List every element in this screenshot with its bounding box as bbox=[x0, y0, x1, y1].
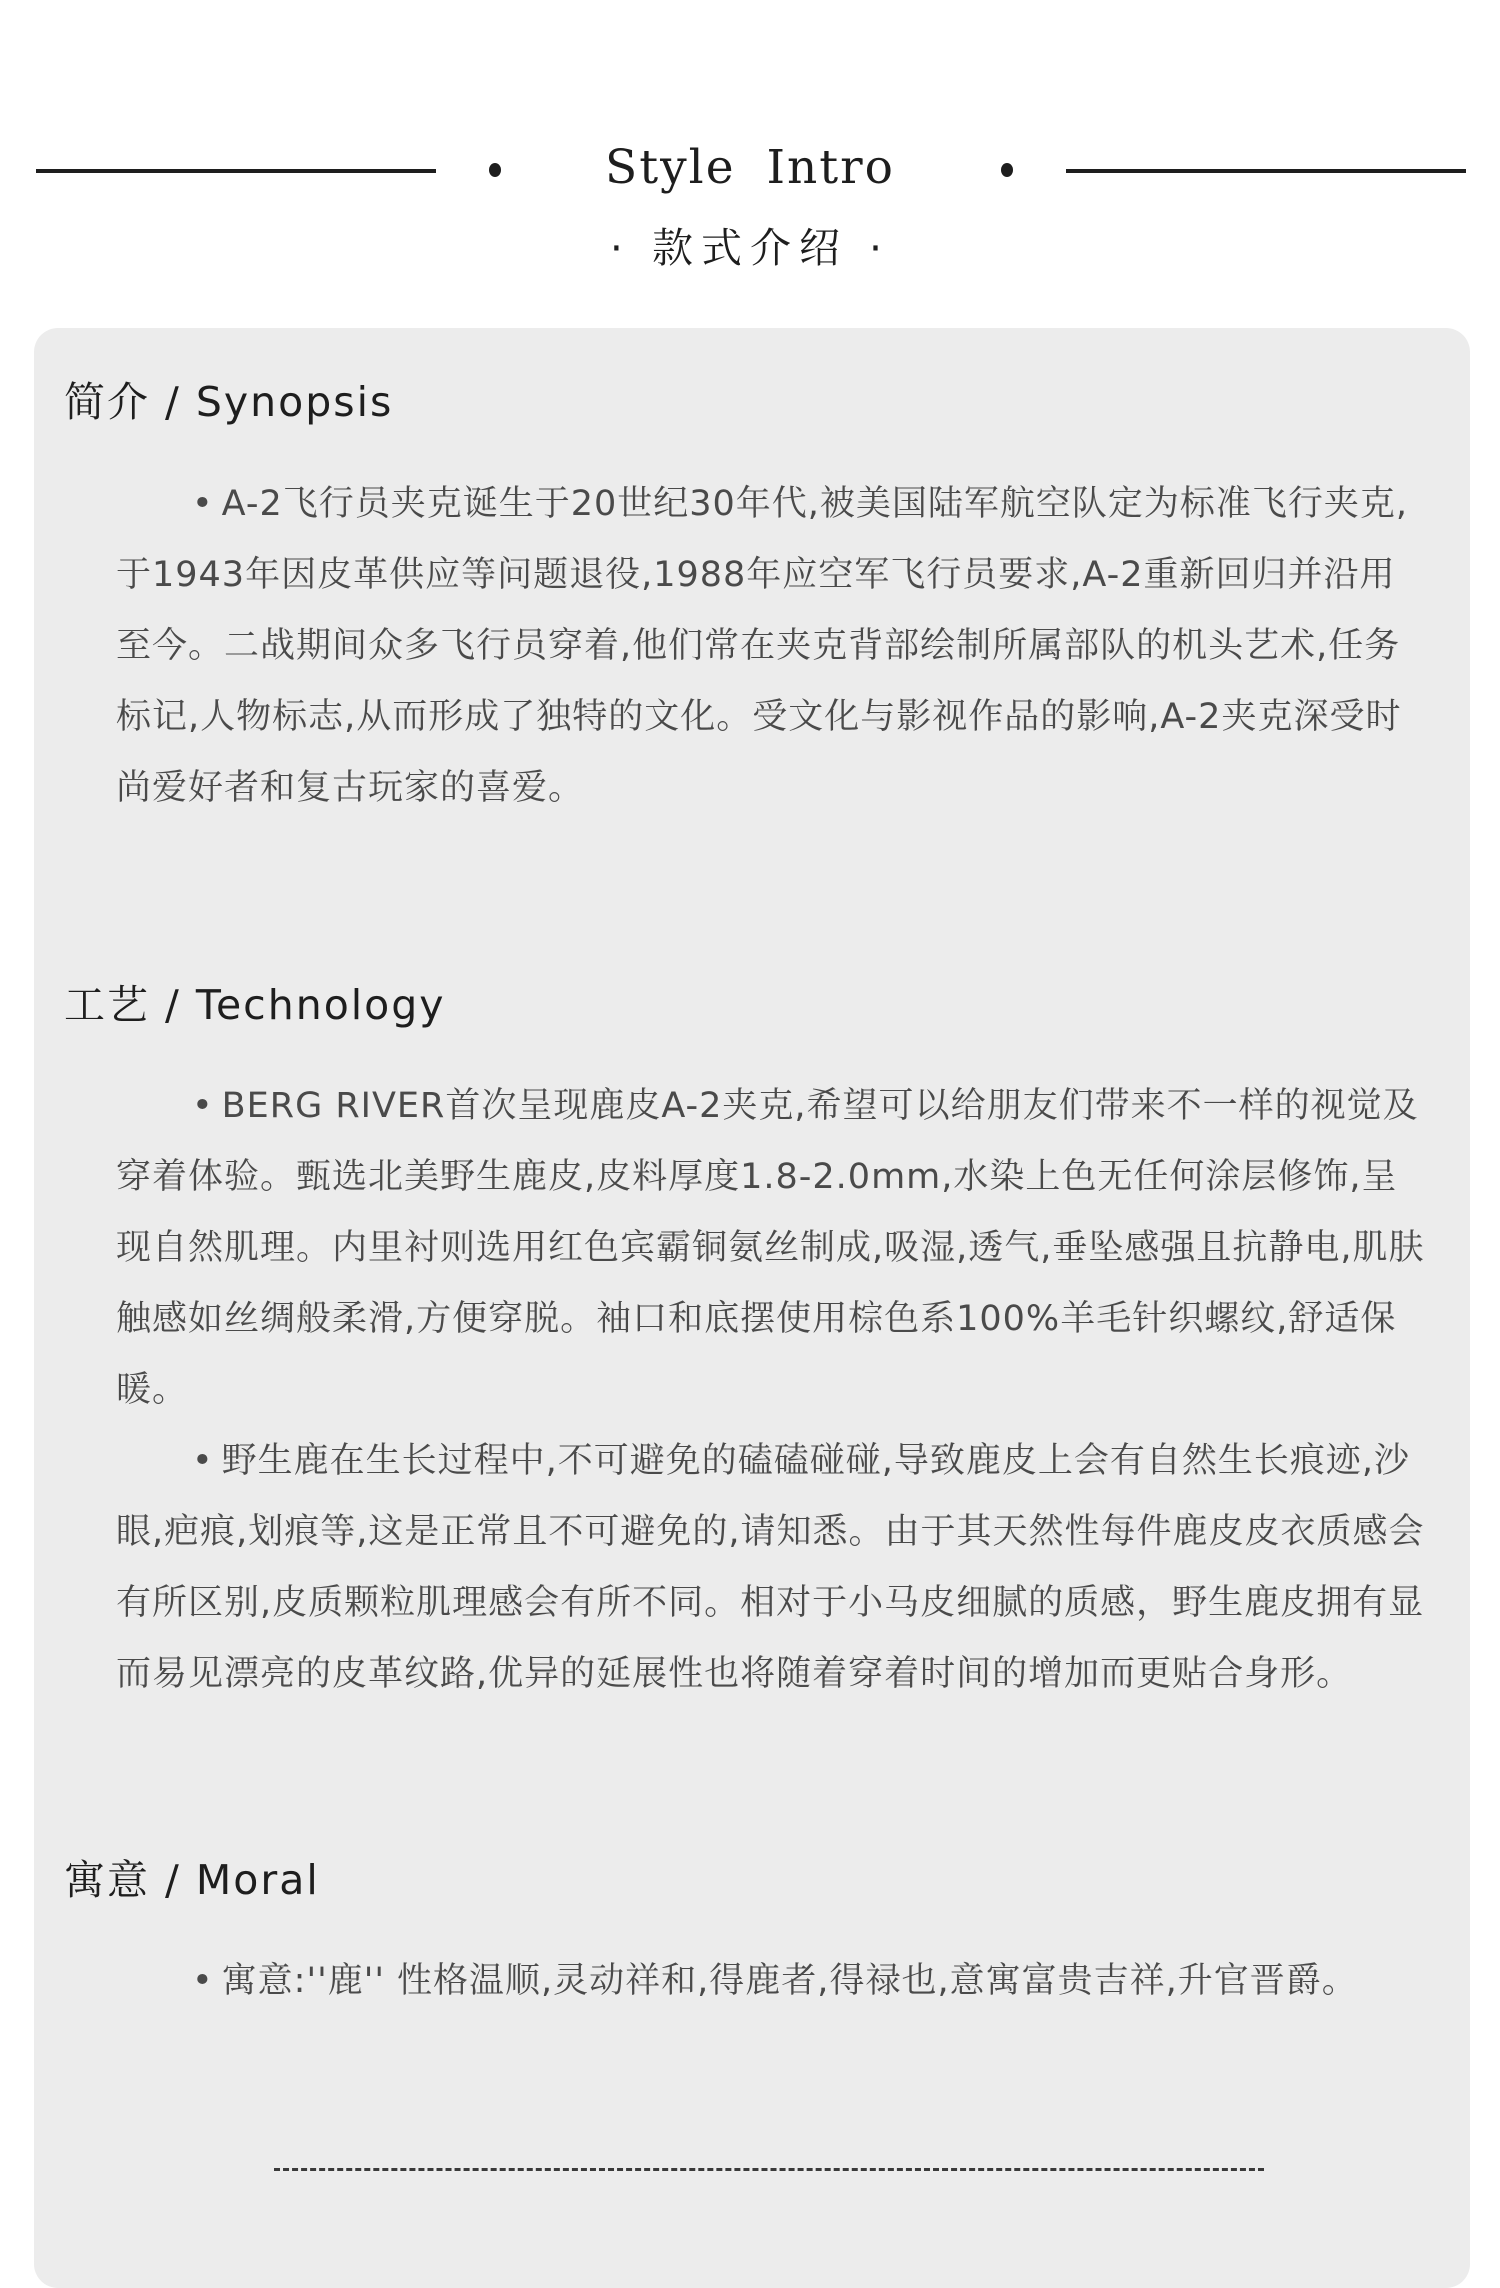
moral-paragraph bbox=[116, 1946, 1426, 2017]
technology-paragraph-2 bbox=[116, 1426, 1426, 1710]
bullet-icon: • bbox=[192, 1086, 214, 1126]
bullet-icon: • bbox=[192, 484, 214, 524]
bullet-icon: • bbox=[192, 1961, 214, 2001]
moral-text: 寓意:''鹿'' 性格温顺,灵动祥和,得鹿者,得禄也,意寓富贵吉祥,升官晋爵。 bbox=[221, 1961, 1358, 2001]
header-rule-right bbox=[1066, 169, 1466, 173]
technology-text-1: BERG RIVER首次呈现鹿皮A-2夹克,希望可以给朋友们带来不一样的视觉及穿着体验。甄选北美野生鹿皮,皮料厚度1.8-2.0mm,水染上色无任何涂层修饰,呈现自然肌理。内里衬则选用红色宾霸铜氨丝制成,吸湿,透气,垂坠感强且抗静电,肌肤触感如丝绸般柔滑,方便穿脱。袖口和底摆使用棕色系100%羊毛针织螺纹,舒适保暖。 bbox=[116, 1086, 1425, 1410]
synopsis-paragraph bbox=[116, 469, 1426, 824]
style-intro-card bbox=[34, 328, 1470, 2288]
header-rule-left bbox=[36, 169, 436, 173]
synopsis-text: A-2飞行员夹克诞生于20世纪30年代,被美国陆军航空队定为标准飞行夹克,于1943年因皮革供应等问题退役,1988年应空军飞行员要求,A-2重新回归并沿用至今。二战期间众多飞行员穿着,他们常在夹克背部绘制所属部队的机头艺术,任务标记,人物标志,从而形成了独特的文化。受文化与影视作品的影响,A-2夹克深受时尚爱好者和复古玩家的喜爱。 bbox=[116, 484, 1409, 808]
bullet-icon: • bbox=[192, 1441, 214, 1481]
technology-text-2: 野生鹿在生长过程中,不可避免的磕磕碰碰,导致鹿皮上会有自然生长痕迹,沙眼,疤痕,划痕等,这是正常且不可避免的,请知悉。由于其天然性每件鹿皮皮衣质感会有所区别,皮质颗粒肌理感会有所不同。相对于小马皮细腻的质感，野生鹿皮拥有显而易见漂亮的皮革纹路,优异的延展性也将随着穿着时间的增加而更贴合身形。 bbox=[116, 1441, 1425, 1694]
dashed-divider bbox=[274, 2168, 1264, 2171]
section-title-moral: 寓意 / Moral bbox=[64, 1856, 320, 1904]
technology-paragraph-1 bbox=[116, 1071, 1426, 1426]
page-subtitle: · 款式介绍 · bbox=[609, 224, 891, 272]
section-title-synopsis: 简介 / Synopsis bbox=[64, 378, 394, 426]
section-title-technology: 工艺 / Technology bbox=[64, 981, 446, 1029]
page-title: Style Intro bbox=[605, 140, 895, 195]
header-dot-right bbox=[1001, 163, 1013, 177]
